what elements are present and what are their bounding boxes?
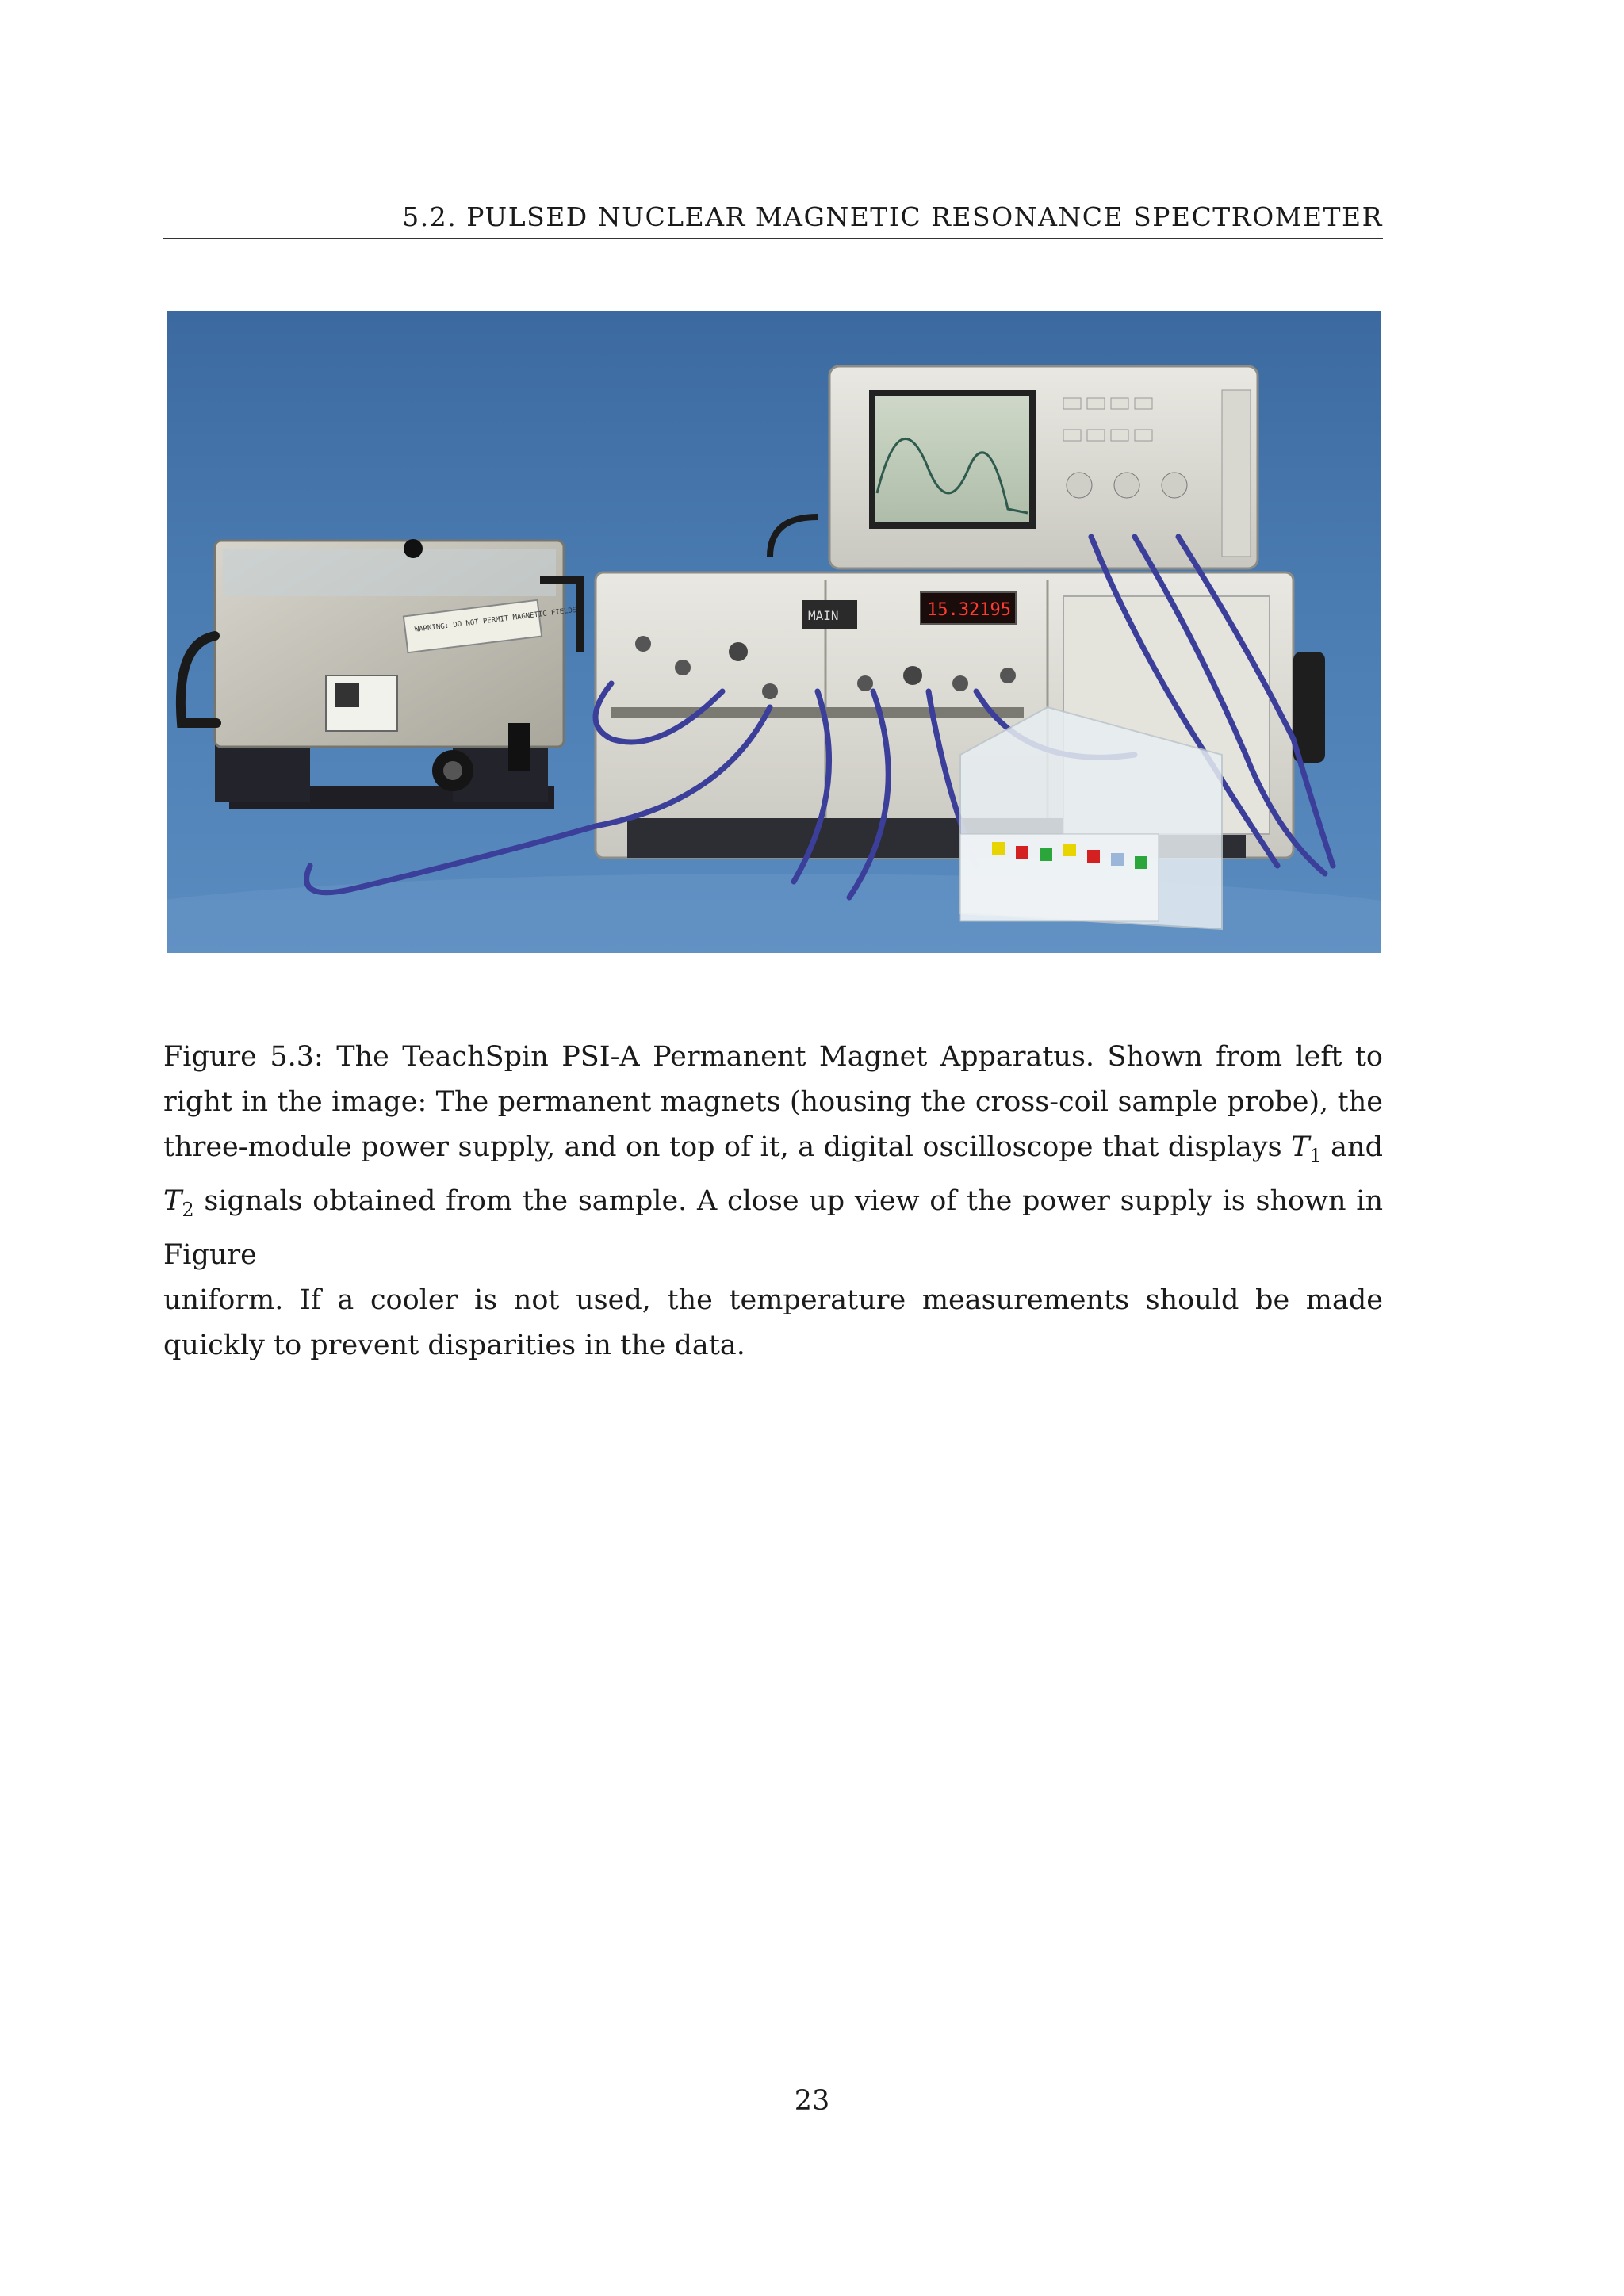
figure-photo xyxy=(167,311,1381,953)
caption-and: and xyxy=(1321,1131,1383,1163)
t2-subscript: 2 xyxy=(182,1199,194,1221)
caption-text-part1: Figure 5.3: The TeachSpin PSI-A Permanent Magnet Apparatus. Shown from left to right in the image: The permanent magnets (housing the cross-coil sample probe), the three-module power supply, and on top of it, a digital oscilloscope that displays xyxy=(163,1041,1383,1163)
running-head-text: 5.2. PULSED NUCLEAR MAGNETIC RESONANCE SPECTROMETER xyxy=(402,201,1383,232)
apparatus-photo xyxy=(167,311,1381,953)
t1-subscript: 1 xyxy=(1309,1145,1322,1167)
t2-variable: T xyxy=(163,1185,182,1217)
caption-text-part2: signals obtained from the sample. A close up view of the power supply is shown in Figure xyxy=(163,1185,1383,1271)
running-head xyxy=(163,198,1383,239)
warning-label: WARNING: DO NOT PERMIT MAGNETIC FIELDS xyxy=(414,606,578,634)
figure-caption xyxy=(163,1035,1383,1278)
body-paragraph: uniform. If a cooler is not used, the temperature measurements should be made quickly to prevent disparities in the data. xyxy=(163,1284,1383,1361)
t2-symbol xyxy=(163,1185,194,1221)
frequency-readout: 15.32195 xyxy=(927,600,1011,620)
page-number: 23 xyxy=(794,2085,830,2117)
t1-symbol xyxy=(1291,1131,1322,1167)
t1-variable: T xyxy=(1291,1131,1310,1163)
digital-oscilloscope xyxy=(829,366,1258,568)
main-display-label: MAIN xyxy=(808,608,839,623)
